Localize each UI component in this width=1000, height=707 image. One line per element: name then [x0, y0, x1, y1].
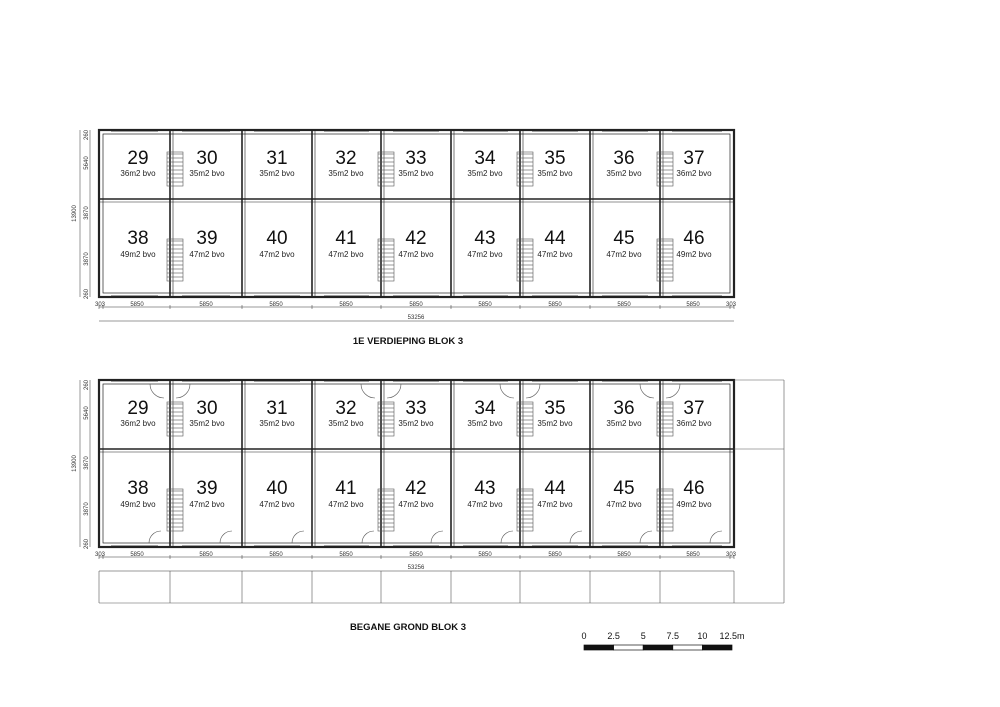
overall-height-label: 13900: [72, 205, 78, 222]
bottom-dim-label: 5850: [478, 302, 492, 308]
unit-area: 47m2 bvo: [189, 500, 225, 509]
door-swing: [220, 531, 232, 543]
bottom-dim-label: 5850: [686, 552, 700, 558]
door-swing: [150, 384, 164, 398]
door-swing: [176, 384, 190, 398]
unit-number: 43: [474, 478, 496, 499]
left-dim-label: 3870: [84, 252, 90, 266]
total-width-label: 53256: [407, 565, 425, 571]
unit-area: 47m2 bvo: [606, 250, 642, 259]
plan-title-begane-grond: BEGANE GROND BLOK 3: [349, 622, 467, 633]
unit-number: 42: [405, 478, 427, 499]
unit-area: 35m2 bvo: [328, 169, 364, 178]
unit-number: 37: [683, 148, 705, 169]
unit-area: 35m2 bvo: [467, 419, 503, 428]
plan-title-1e-verdieping: 1E VERDIEPING BLOK 3: [352, 336, 464, 347]
unit-area: 35m2 bvo: [606, 169, 642, 178]
unit-number: 33: [405, 148, 427, 169]
unit-number: 44: [544, 228, 566, 249]
bottom-dim-label: 5850: [199, 302, 213, 308]
left-dim-label: 260: [84, 129, 90, 141]
scale-label: 12.5m: [719, 631, 745, 641]
unit-number: 31: [266, 398, 288, 419]
unit-number: 45: [613, 478, 635, 499]
bottom-dim-label: 5850: [339, 302, 353, 308]
unit-number: 43: [474, 228, 496, 249]
unit-number: 33: [405, 398, 427, 419]
door-swing: [526, 384, 540, 398]
unit-area: 35m2 bvo: [606, 419, 642, 428]
bottom-dim-label: 303: [94, 552, 106, 558]
scale-label: 7.5: [666, 631, 680, 641]
scale-label: 2.5: [607, 631, 620, 641]
bottom-dim-label: 303: [725, 302, 737, 308]
bottom-dim-label: 5850: [199, 552, 213, 558]
unit-area: 35m2 bvo: [189, 419, 225, 428]
overall-height-label: 13900: [72, 455, 78, 472]
door-swing: [710, 531, 722, 543]
unit-number: 32: [335, 148, 357, 169]
unit-area: 35m2 bvo: [259, 169, 295, 178]
unit-area: 47m2 bvo: [537, 500, 573, 509]
unit-area: 47m2 bvo: [328, 250, 364, 259]
left-dim-label: 5640: [84, 156, 90, 170]
unit-number: 44: [544, 478, 566, 499]
unit-area: 47m2 bvo: [467, 250, 503, 259]
unit-area: 36m2 bvo: [676, 419, 712, 428]
scale-label: 5: [640, 631, 646, 641]
unit-area: 35m2 bvo: [537, 169, 573, 178]
bottom-dim-label: 5850: [478, 552, 492, 558]
unit-number: 39: [196, 478, 218, 499]
unit-number: 30: [196, 148, 218, 169]
bottom-dim-label: 5850: [130, 552, 144, 558]
unit-number: 29: [127, 148, 149, 169]
scale-segment: [614, 645, 644, 650]
unit-number: 35: [544, 398, 566, 419]
unit-area: 35m2 bvo: [398, 419, 434, 428]
door-swing: [362, 531, 374, 543]
left-dim-label: 3870: [84, 456, 90, 470]
door-swing: [666, 384, 680, 398]
door-swing: [361, 384, 375, 398]
unit-number: 45: [613, 228, 635, 249]
unit-area: 49m2 bvo: [120, 500, 156, 509]
bottom-dim-label: 303: [94, 302, 106, 308]
door-swing: [500, 384, 514, 398]
bottom-dim-label: 5850: [269, 302, 283, 308]
unit-area: 49m2 bvo: [676, 250, 712, 259]
unit-number: 31: [266, 148, 288, 169]
left-dim-label: 260: [84, 288, 90, 300]
bottom-dim-label: 5850: [269, 552, 283, 558]
unit-number: 35: [544, 148, 566, 169]
unit-area: 36m2 bvo: [676, 169, 712, 178]
unit-number: 30: [196, 398, 218, 419]
unit-number: 41: [335, 228, 357, 249]
bottom-dim-label: 303: [725, 552, 737, 558]
unit-area: 35m2 bvo: [189, 169, 225, 178]
unit-area: 47m2 bvo: [467, 500, 503, 509]
door-swing: [149, 531, 161, 543]
unit-area: 47m2 bvo: [259, 500, 295, 509]
bottom-dim-label: 5850: [617, 302, 631, 308]
door-swing: [292, 531, 304, 543]
scale-segment: [643, 645, 673, 650]
total-width-label: 53256: [407, 315, 425, 321]
scale-segment: [702, 645, 732, 650]
scale-segment: [584, 645, 614, 650]
unit-number: 38: [127, 228, 149, 249]
door-swing: [640, 384, 654, 398]
unit-number: 36: [613, 148, 635, 169]
unit-number: 42: [405, 228, 427, 249]
bottom-dim-label: 5850: [409, 302, 423, 308]
left-dim-label: 5640: [84, 406, 90, 420]
bottom-dim-label: 5850: [548, 552, 562, 558]
unit-area: 35m2 bvo: [398, 169, 434, 178]
unit-area: 47m2 bvo: [259, 250, 295, 259]
unit-area: 49m2 bvo: [120, 250, 156, 259]
unit-area: 47m2 bvo: [537, 250, 573, 259]
door-swing: [431, 531, 443, 543]
unit-number: 36: [613, 398, 635, 419]
unit-area: 35m2 bvo: [259, 419, 295, 428]
unit-area: 49m2 bvo: [676, 500, 712, 509]
scale-bar: [581, 631, 744, 650]
plan-begane-grond: [72, 379, 784, 603]
door-swing: [387, 384, 401, 398]
scale-segment: [673, 645, 703, 650]
unit-number: 37: [683, 398, 705, 419]
unit-number: 41: [335, 478, 357, 499]
bottom-dim-label: 5850: [686, 302, 700, 308]
unit-number: 34: [474, 398, 496, 419]
left-dim-label: 3870: [84, 206, 90, 220]
unit-number: 34: [474, 148, 496, 169]
left-dim-label: 260: [84, 379, 90, 391]
bottom-dim-label: 5850: [130, 302, 144, 308]
door-swing: [640, 531, 652, 543]
bottom-dim-label: 5850: [409, 552, 423, 558]
scale-label: 10: [697, 631, 708, 641]
unit-area: 47m2 bvo: [606, 500, 642, 509]
unit-area: 36m2 bvo: [120, 169, 156, 178]
unit-number: 40: [266, 478, 288, 499]
bottom-dim-label: 5850: [617, 552, 631, 558]
unit-area: 36m2 bvo: [120, 419, 156, 428]
unit-area: 47m2 bvo: [328, 500, 364, 509]
bottom-dim-label: 5850: [548, 302, 562, 308]
unit-number: 39: [196, 228, 218, 249]
unit-number: 46: [683, 478, 705, 499]
door-swing: [501, 531, 513, 543]
unit-number: 46: [683, 228, 705, 249]
door-swing: [570, 531, 582, 543]
unit-number: 38: [127, 478, 149, 499]
left-dim-label: 3870: [84, 502, 90, 516]
unit-area: 47m2 bvo: [398, 250, 434, 259]
unit-number: 40: [266, 228, 288, 249]
unit-area: 47m2 bvo: [398, 500, 434, 509]
unit-area: 35m2 bvo: [467, 169, 503, 178]
unit-area: 47m2 bvo: [189, 250, 225, 259]
unit-area: 35m2 bvo: [328, 419, 364, 428]
plan-1e-verdieping: [72, 129, 737, 321]
scale-label: 0: [581, 631, 587, 641]
bottom-dim-label: 5850: [339, 552, 353, 558]
unit-number: 29: [127, 398, 149, 419]
unit-area: 35m2 bvo: [537, 419, 573, 428]
unit-number: 32: [335, 398, 357, 419]
left-dim-label: 260: [84, 538, 90, 550]
